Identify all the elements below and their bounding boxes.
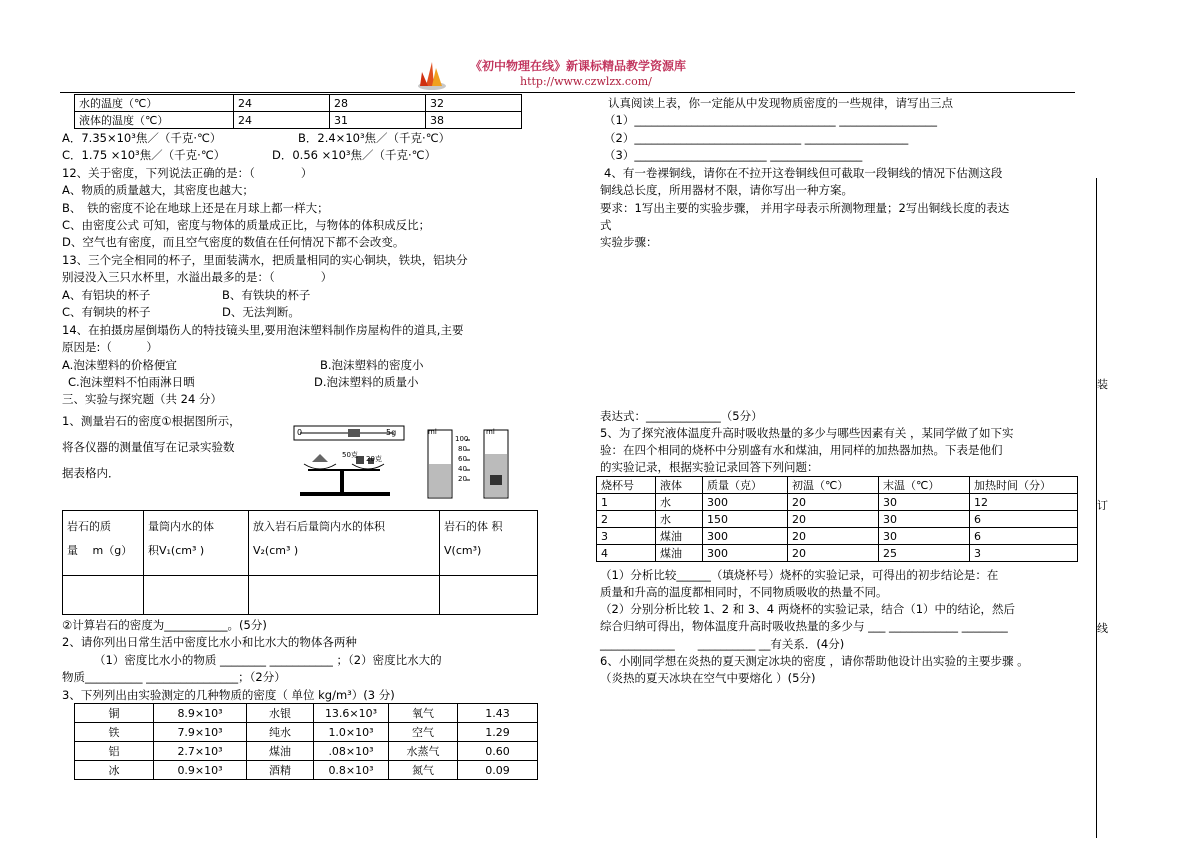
binding-mark: 线 [1097,622,1108,635]
question-4-cont: 铜线总长度，所用器材不限，请你写出一种方案。 [600,183,853,197]
table-cell: 氧气 [389,704,458,723]
table-cell: 6 [970,528,1078,545]
rock-density-table [62,510,538,615]
expression-line[interactable]: 表达式：_____________（5分） [600,409,763,423]
header-text: 岩石的体 积 [444,520,503,533]
experiment-1-calc: ②计算岩石的密度为___________。(5分) [62,618,267,632]
table-cell: 酒精 [247,761,314,780]
table-cell: 25 [879,545,970,562]
question-text: 认真阅读上表，你一定能从中发现物质密度的一些规律，请写出三点 [608,96,953,110]
option-d: D、无法判断。 [222,305,300,319]
table-header-cell: 末温（℃） [879,477,970,494]
table-row [597,545,1078,562]
table-cell: 冰 [75,761,154,780]
cylinder-unit: ml [486,428,495,436]
table-cell: 煤油 [247,742,314,761]
table-cell: 铜 [75,704,154,723]
table-row [597,477,1078,494]
table-cell: 空气 [389,723,458,742]
question-5-cont: 的实验记录，根据实验记录回答下列问题： [600,460,819,474]
header-text: V(cm³) [444,544,482,557]
question-14-cont: 原因是:（ ） [62,340,158,354]
option-d: D．0.56 ×10³焦／（千克·℃） [272,148,437,162]
table-header-cell: 初温（℃） [788,477,879,494]
table-row [75,112,522,129]
tick-label: 20 [458,475,467,483]
table-cell: 0.09 [458,761,538,780]
table-cell: 30 [879,528,970,545]
question-5-part-2: （2）分别分析比较 1、2 和 3、4 两烧杯的实验记录，结合（1）中的结论，然后 [600,602,1016,616]
table-cell: 12 [970,494,1078,511]
answer-cell[interactable] [63,576,144,615]
experiment-2-cont: 物质__________ ________________；（2分） [62,670,286,684]
header-text: 量 m（g） [67,544,133,557]
option-c: C.泡沫塑料不怕雨淋日晒 [68,375,195,389]
table-row [63,511,538,576]
option-b: B、 铁的密度不论在地球上还是在月球上都一样大； [62,201,329,215]
header-text: V₂(cm³ ) [253,544,299,557]
answer-cell[interactable] [144,576,249,615]
ruler-five: 5g [386,428,397,437]
table-row [63,576,538,615]
experiment-1-cont: 将各仪器的测量值写在记录实验数 [62,440,235,454]
table-cell: 13.6×10³ [314,704,389,723]
question-5-part-1-cont: 质量和升高的温度都相同时，不同物质吸收的热量不同。 [600,585,888,599]
tick-label: 60 [458,455,467,463]
table-cell: .08×10³ [314,742,389,761]
question-14: 14、在拍摄房屋倒塌伤人的特技镜头里,要用泡沫塑料制作房屋构件的道具,主要 [62,323,464,337]
table-cell: 2.7×10³ [154,742,247,761]
table-cell: 2 [597,511,656,528]
table-cell: 液体的温度（℃） [75,112,234,129]
table-cell: 28 [330,95,426,112]
tick-label: 100 [455,435,469,443]
question-5-part-2-cont: 综合归纳可得出，物体温度升高时吸收热量的多少与 ___ ____________ ________ [600,619,1008,633]
table-cell: 水蒸气 [389,742,458,761]
header-title: 《初中物理在线》新课标精品教学资源库 [470,59,687,73]
option-c: C、由密度公式 可知，密度与物体的质量成正比，与物体的体积成反比； [62,218,431,232]
table-cell: 31 [330,112,426,129]
header-text: 量筒内水的体 [148,520,214,533]
experiment-1-cont: 据表格内． [62,466,120,480]
table-cell: 1.29 [458,723,538,742]
table-row [597,494,1078,511]
question-4: 4、有一卷裸铜线，请你在不拉开这卷铜线但可截取一段铜线的情况下估测这段 [604,166,1003,180]
table-row [597,528,1078,545]
table-cell: 1.43 [458,704,538,723]
table-cell: 1.0×10³ [314,723,389,742]
table-cell: 铝 [75,742,154,761]
option-a: A.泡沫塑料的价格便宜 [62,358,177,372]
weight-20: 20克 [366,455,382,463]
table-cell: 20 [788,511,879,528]
table-row [75,742,538,761]
table-cell: 水银 [247,704,314,723]
table-cell: 1 [597,494,656,511]
table-cell: 30 [879,494,970,511]
header-url: http://www.czwlzx.com/ [520,75,652,88]
question-4-cont: 式 [600,218,612,232]
table-cell: 300 [703,528,788,545]
experiment-3: 3、下列列出由实验测定的几种物质的密度（ 单位 kg/m³）(3 分) [62,688,395,702]
table-cell: 水 [656,511,703,528]
experiment-2-cont: （1）密度比水小的物质 ________ ___________ ；（2）密度比水大的 [94,653,442,667]
table-cell: 20 [788,545,879,562]
table-header-cell [249,511,440,576]
table-header-cell: 烧杯号 [597,477,656,494]
question-4-requirement: 要求：1写出主要的实验步骤， 并用字母表示所测物理量；2写出铜线长度的表达 [600,201,1010,215]
question-5-part-2-cont: _____________ __________ __有关系．(4分) [600,637,845,651]
option-d: D.泡沫塑料的质量小 [314,375,419,389]
table-header-cell [440,511,538,576]
table-row [75,704,538,723]
answer-cell[interactable] [440,576,538,615]
option-a: A、有铝块的杯子 [62,288,151,302]
table-row [597,511,1078,528]
table-cell: 300 [703,494,788,511]
table-cell: 6 [970,511,1078,528]
table-cell: 氮气 [389,761,458,780]
logo [412,60,452,92]
question-6: 6、小刚同学想在炎热的夏天测定冰块的密度 ，请你帮助他设计出实验的主要步骤 。 [600,654,1029,668]
answer-line-3[interactable]: （3）_______________________ ________________ [604,148,863,162]
section-heading: 三、实验与探究题（共 24 分） [62,392,222,406]
answer-line-1[interactable]: （1）___________________________________ _________________ [604,113,937,127]
table-cell: 3 [597,528,656,545]
table-cell: 0.8×10³ [314,761,389,780]
table-header-cell [144,511,249,576]
table-cell: 20 [788,494,879,511]
table-cell: 300 [703,545,788,562]
option-b: B．2.4×10³焦／（千克·℃） [298,131,451,145]
tick-label: 80 [458,445,467,453]
table-cell: 24 [234,95,330,112]
question-13: 13、三个完全相同的杯子，里面装满水，把质量相同的实心铜块，铁块，铝块分 [62,253,468,267]
table-header-cell: 液体 [656,477,703,494]
table-cell: 4 [597,545,656,562]
header-text: 积V₁(cm³ ) [148,544,205,557]
question-12: 12、关于密度，下列说法正确的是：（ ） [62,166,313,180]
binding-mark: 装 [1097,378,1108,391]
binding-mark: 订 [1097,499,1108,512]
answer-line-2[interactable]: （2）_____________________________ __________________ [604,131,909,145]
table-row [75,761,538,780]
table-header-cell: 质量（克） [703,477,788,494]
table-cell: 24 [234,112,330,129]
table-cell: 纯水 [247,723,314,742]
table-cell: 煤油 [656,545,703,562]
table-cell: 7.9×10³ [154,723,247,742]
question-13-cont: 别浸没入三只水杯里，水溢出最多的是：（ ） [62,270,333,284]
question-6-cont: （炎热的夏天冰块在空气中要熔化 ）(5分) [600,671,816,685]
table-header-cell: 加热时间（分） [970,477,1078,494]
table-cell: 0.60 [458,742,538,761]
question-5-cont: 验：在四个相同的烧杯中分别盛有水和煤油，用同样的加热器加热。下表是他们 [600,443,1003,457]
question-5-part-1: （1）分析比较______（填烧杯号）烧杯的实验记录，可得出的初步结论是：在 [600,568,999,582]
header-rule [60,92,1075,93]
table-cell: 煤油 [656,528,703,545]
option-c: C、有铜块的杯子 [62,305,151,319]
option-a: A、物质的质量越大，其密度也越大； [62,183,254,197]
ruler-zero: 0 [297,428,303,437]
table-cell: 38 [426,112,522,129]
question-5: 5、为了探究液体温度升高时吸收热量的多少与哪些因素有关 ，某同学做了如下实 [600,426,1014,440]
table-cell: 32 [426,95,522,112]
table-row [75,723,538,742]
cylinder-unit: ml [428,428,437,436]
density-table [74,703,538,780]
tick-label: 40 [458,465,467,473]
option-a: A．7.35×10³焦／（千克·℃） [62,131,222,145]
option-b: B、有铁块的杯子 [222,288,311,302]
heating-table [596,476,1078,562]
option-b: B.泡沫塑料的密度小 [320,358,424,372]
answer-cell[interactable] [249,576,440,615]
table-cell: 铁 [75,723,154,742]
table-cell: 3 [970,545,1078,562]
option-d: D、空气也有密度，而且空气密度的数值在任何情况下都不会改变。 [62,235,405,249]
header-text: 岩石的质 [67,520,111,533]
table-cell: 水的温度（℃） [75,95,234,112]
steps-label: 实验步骤： [600,235,658,249]
experiment-1: 1、测量岩石的密度①根据图所示， [62,414,241,428]
table-cell: 8.9×10³ [154,704,247,723]
table-header-cell [63,511,144,576]
experiment-2: 2、请你列出日常生活中密度比水小和比水大的物体各两种 [62,635,357,649]
header-text: 放入岩石后量筒内水的体积 [253,520,385,533]
table-cell: 150 [703,511,788,528]
table-cell: 0.9×10³ [154,761,247,780]
table-cell: 30 [879,511,970,528]
table-row [75,95,522,112]
table-cell: 水 [656,494,703,511]
weight-50: 50克 [342,451,358,459]
option-c: C．1.75 ×10³焦／（千克·℃） [62,148,226,162]
table-cell: 20 [788,528,879,545]
temperature-table [74,94,522,129]
